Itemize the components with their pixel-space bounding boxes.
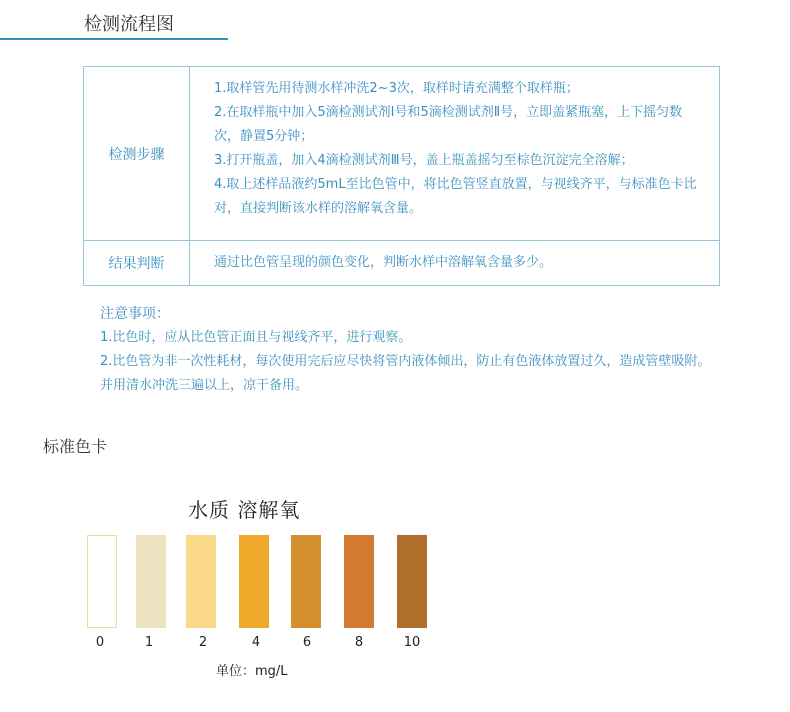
result-label: 结果判断 <box>84 241 190 285</box>
notice-item: 2.比色管为非一次性耗材，每次使用完后应尽快将管内液体倾出，防止有色液体放置过久，造成管壁吸附。并用清水冲洗三遍以上，凉干备用。 <box>100 354 711 393</box>
color-swatch-4 <box>239 535 269 628</box>
swatch-label: 4 <box>251 635 261 650</box>
swatch-label: 0 <box>95 635 105 650</box>
color-swatch-8 <box>344 535 374 628</box>
color-swatch-0 <box>87 535 117 628</box>
color-swatch-2 <box>186 535 216 628</box>
procedure-table <box>83 66 720 286</box>
steps-label: 检测步骤 <box>84 67 190 240</box>
step-item: 4.取上述样品液约5mL至比色管中，将比色管竖直放置，与视线齐平，与标准色卡比对，直接判断该水样的溶解氧含量。 <box>214 177 697 216</box>
color-swatch-6 <box>291 535 321 628</box>
step-item: 1.取样管先用待测水样冲洗2~3次，取样时请充满整个取样瓶； <box>214 81 579 96</box>
page-title: 检测流程图 <box>84 14 174 35</box>
color-card-section-title: 标准色卡 <box>43 437 108 456</box>
notice-section <box>100 302 720 398</box>
notice-title: 注意事项： <box>100 306 170 322</box>
unit-label: 单位：mg/L <box>216 664 288 679</box>
step-list <box>190 67 719 221</box>
color-swatch-10 <box>397 535 427 628</box>
swatch-label: 1 <box>144 635 154 650</box>
result-text: 通过比色管呈现的颜色变化，判断水样中溶解氧含量多少。 <box>214 255 553 270</box>
steps-content <box>190 67 719 240</box>
swatch-label: 2 <box>198 635 208 650</box>
color-swatch-1 <box>136 535 166 628</box>
swatch-label: 8 <box>354 635 364 650</box>
swatch-label: 10 <box>403 635 421 650</box>
step-item: 3.打开瓶盖，加入4滴检测试剂Ⅲ号，盖上瓶盖摇匀至棕色沉淀完全溶解； <box>214 153 634 168</box>
step-item: 2.在取样瓶中加入5滴检测试剂Ⅰ号和5滴检测试剂Ⅱ号，立即盖紧瓶塞，上下摇匀数次，静置5分钟； <box>214 105 683 144</box>
steps-row <box>84 67 719 241</box>
title-underline <box>0 38 228 40</box>
swatch-label: 6 <box>302 635 312 650</box>
result-content <box>190 241 719 285</box>
result-row <box>84 241 719 285</box>
notice-item: 1.比色时，应从比色管正面且与视线齐平，进行观察。 <box>100 330 412 345</box>
color-card-title: 水质 溶解氧 <box>188 498 301 522</box>
